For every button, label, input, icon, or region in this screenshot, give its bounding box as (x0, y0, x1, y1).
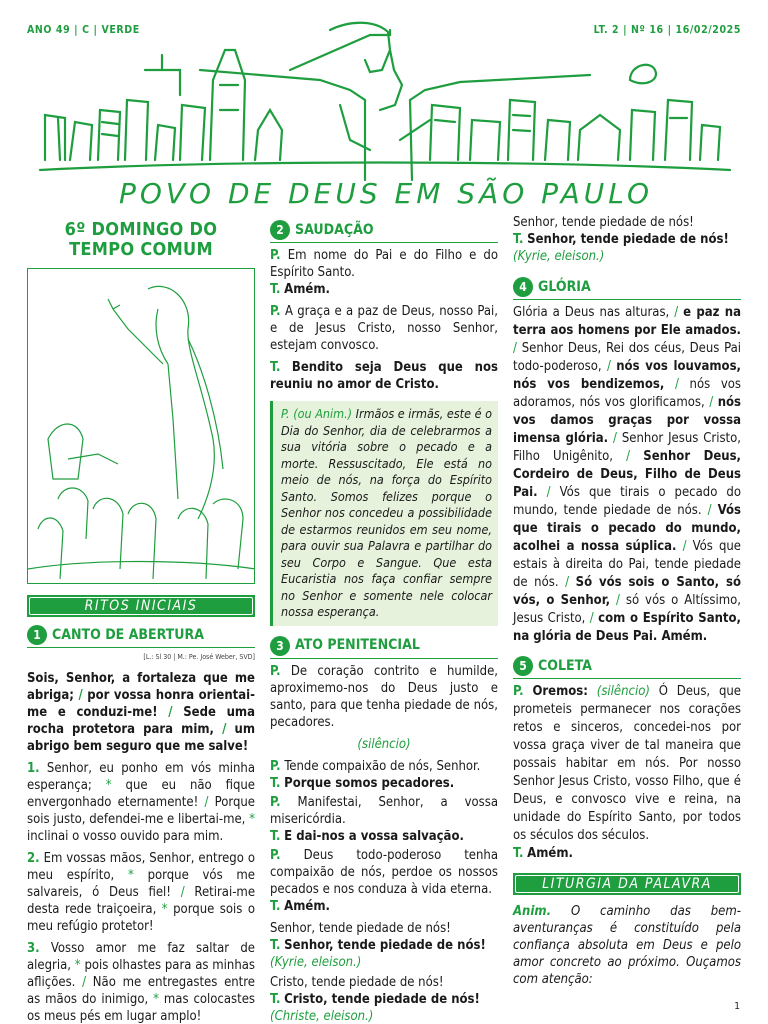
section-title: ATO PENITENCIAL (295, 637, 420, 653)
refrain-part: Sede uma rocha protetora para mim, (27, 705, 256, 737)
dialogue-text: Porque somos pecadores. (284, 775, 455, 791)
column-middle (270, 214, 498, 1024)
verse-line: mas colocastes os meus pés em lugar amplo! (27, 992, 255, 1024)
speaker-label: P. (ou Anim.) (281, 406, 353, 421)
collect-prayer (513, 683, 741, 863)
section-number: 1 (27, 625, 47, 645)
kyrie-response: Senhor, tende piedade de nós! (527, 232, 729, 247)
verse-line: Senhor, eu ponho em vós minha esperança; (27, 761, 256, 793)
dialogue-line (270, 847, 498, 915)
dialogue-text: Amém. (284, 898, 330, 914)
kyrie-block (270, 974, 498, 1024)
speaker-label: P. (270, 794, 281, 810)
verse-line: porque sois o meu refúgio protetor! (27, 902, 255, 934)
verse-line: Em vossas mãos, Senhor, entrego o meu espírito, (27, 851, 255, 883)
section-title: COLETA (538, 657, 592, 674)
section-heading-saudacao (270, 220, 498, 243)
liturgy-title (27, 220, 255, 260)
section-heading-ato-penitencial (270, 636, 498, 659)
kyrie-latin: (Kyrie, eleison.) (513, 249, 605, 264)
kyrie-latin: (Christe, eleison.) (270, 1008, 374, 1024)
gloria-line: e paz na terra aos homens por Ele amados. (513, 305, 742, 338)
gloria-line: Senhor Jesus Cristo, Filho Unigênito, (513, 431, 742, 464)
dialogue-line (270, 758, 498, 792)
section-number: 5 (513, 656, 533, 676)
kyrie-latin: (Kyrie, eleison.) (270, 954, 362, 970)
section-band-liturgia: LITURGIA DA PALAVRA (513, 873, 741, 895)
speaker-label: P. (270, 758, 281, 774)
gloria-line: nós vos damos graças por vossa imensa glória. (513, 395, 742, 446)
section-title: CANTO DE ABERTURA (52, 626, 204, 643)
speaker-label: T. (270, 282, 281, 297)
speaker-label: T. (270, 937, 281, 953)
kyrie-block (270, 920, 498, 971)
verse-line: Não me entregastes entre as mãos do inimigo, (27, 975, 255, 1007)
gloria-line: Senhor Deus, Cordeiro de Deus, Filho de Deus Pai. (513, 449, 742, 500)
verse-line: que eu não fique envergonhado eternamente! (27, 778, 256, 810)
speaker-label: T. (513, 232, 524, 247)
kyrie-line: Senhor, tende piedade de nós! (513, 215, 694, 230)
section-heading-canto (27, 625, 255, 648)
kyrie-response: Senhor, tende piedade de nós! (284, 937, 486, 953)
speaker-label: T. (270, 898, 281, 914)
masthead-title: POVO DE DEUS EM SÃO PAULO (118, 177, 654, 210)
monition-box (270, 401, 498, 626)
title-line-2: TEMPO COMUM (69, 239, 213, 260)
kyrie-block (513, 214, 741, 265)
section-heading-coleta (513, 656, 741, 679)
verse-line: Porque sois justo, defendei-me e libertai-me, (27, 795, 255, 827)
gloria-line: com o Espírito Santo, na glória de Deus Pai. Amém. (513, 611, 741, 644)
oremos-label: Oremos: (532, 684, 588, 699)
speaker-label: T. (513, 846, 524, 861)
gloria-line: Senhor Deus, Rei dos céus, Deus Pai todo-poderoso, (513, 341, 741, 374)
song-verse: 3. Vosso amor me faz saltar de alegria, * pois olhastes para as minhas aflições. / Não me entregastes entre as mãos do inimigo, * mas colocastes os meus pés em lugar amplo! (27, 941, 256, 1024)
title-line-1: 6º DOMINGO DO (64, 219, 218, 240)
column-right (513, 214, 741, 993)
dialogue-text: Em nome do Pai e do Filho e do Espírito Santo. (270, 248, 498, 280)
rubric-silence: (silêncio) (357, 736, 411, 752)
dialogue-text: Deus todo-poderoso tenha compaixão de nós, perdoe os nossos pecados e nos conduza à vida eterna. (270, 847, 498, 897)
speaker-label: T. (270, 775, 281, 791)
speaker-label: T. (270, 360, 281, 375)
song-verse: 1. Senhor, eu ponho em vós minha esperança; * que eu não fique envergonhado eternamente! / Porque sois justo, defendei-me e libertai-me, * inclinai o vosso ouvido para mim. (27, 761, 256, 844)
gloria-text: Glória a Deus nas alturas, / e paz na terra aos homens por Ele amados. / Senhor Deus, Rei dos céus, Deus Pai todo-poderoso, / nós vos louvamos, nós vos bendizemos, / nós vos adoramos, nós vos glorificamos, / nós vos damos graças por vossa imensa glória. / Senhor Jesus Cristo, Filho Unigênito, / Senhor Deus, Cordeiro de Deus, Filho de Deus Pai. / Vós que tirais o pecado do mundo, tende piedade de nós. / Vós que tirais o pecado do mundo, acolhei a nossa súplica. / Vós que estais à direita do Pai, tende piedade de nós. / Só vós sois o Santo, só vós, o Senhor, / só vós o Altíssimo, Jesus Cristo, / com o Espírito Santo, na glória de Deus Pai. Amém. (513, 305, 742, 644)
dialogue-line (270, 359, 498, 393)
gloria-line: Só vós sois o Santo, só vós, o Senhor, (513, 575, 741, 608)
masthead-logo (30, 10, 742, 220)
speaker-label: P. (513, 684, 524, 699)
page-number: 1 (734, 1001, 740, 1012)
dialogue-text: Bendito seja Deus que nos reuniu no amor de Cristo. (270, 360, 498, 392)
section-title: GLÓRIA (538, 278, 591, 295)
gloria-line: nós vos adoramos, nós vos glorificamos, (513, 377, 742, 410)
kyrie-line: Senhor, tende piedade de nós! (270, 920, 451, 936)
gloria-line: Vós que tirais o pecado do mundo, tende piedade de nós. (513, 485, 741, 518)
verse-line: pois olhastes para as minhas aflições. (27, 958, 256, 990)
verse-line: Vosso amor me faz saltar de alegria, (27, 941, 255, 973)
section-title: SAUDAÇÃO (295, 221, 374, 238)
verse-line: porque vós me salvareis, ó Deus fiel! (27, 868, 256, 900)
verse-number: 3. (27, 941, 40, 956)
song-credit: [L.: Sl 30 | M.: Pe. José Weber, SVD] (143, 653, 255, 661)
issue-info: LT. 2 | Nº 16 | 16/02/2025 (593, 24, 741, 36)
dialogue-text: E dai-nos a vossa salvação. (284, 828, 464, 844)
dialogue-text: Amém. (284, 282, 330, 297)
animator-text: O caminho das bem-aventuranças é constituído pela confiança absoluta em Deus e pelo amor concreto ao próximo. Ouçamos com atenção: (513, 904, 741, 987)
dialogue-text: De coração contrito e humilde, aproximemo-nos do Deus justo e santo, para que tenha piedade de nós, pecadores. (270, 663, 499, 730)
jesus-preaching-drawing (28, 269, 255, 584)
edition-info: ANO 49 | C | VERDE (27, 24, 140, 36)
dialogue-text: A graça e a paz de Deus, nosso Pai, e de Jesus Cristo, nosso Senhor, estejam convosco. (270, 304, 499, 353)
gloria-line: Glória a Deus nas alturas, (513, 305, 670, 320)
section-number: 4 (513, 277, 533, 297)
monition-text: Irmãos e irmãs, este é o Dia do Senhor, dia de celebrarmos a sua vitória sobre o pecado e a morte. Ressuscitado, Ele está no meio de nós, na força do Espírito Santo. Somos felizes porque o Senhor nos concedeu a possibilidade de estarmos reunidos em seu nome, para ouvir sua Palavra e partilhar do seu Corpo e Sangue. Que esta Eucaristia nos faça confiar sempre no Senhor e somente nele colocar nossa esperança. (281, 406, 492, 619)
dialogue-line (270, 247, 498, 298)
gospel-illustration (27, 268, 255, 584)
collect-text: Ó Deus, que prometeis permanecer nos corações retos e sinceros, concedei-nos por vossa graça viver de tal maneira que possais habitar em nós. Por nosso Senhor Jesus Cristo, vosso Filho, que é Deus, e convosco vive e reina, na unidade do Espírito Santo, por todos os séculos dos séculos. (513, 684, 741, 843)
gloria-line: Vós que tirais o pecado do mundo, acolhei a nossa súplica. (513, 503, 741, 554)
speaker-label: P. (270, 663, 281, 679)
speaker-label: P. (270, 248, 281, 263)
dialogue-line (270, 794, 498, 845)
gloria-line: Vós que estais à direita do Pai, tende piedade de nós. (513, 539, 741, 590)
gloria-line: só vós o Altíssimo, Jesus Cristo, (513, 593, 741, 626)
kyrie-response: Cristo, tende piedade de nós! (284, 991, 480, 1007)
amen-response: Amém. (527, 846, 573, 861)
speaker-label: Anim. (513, 904, 552, 919)
section-number: 3 (270, 636, 290, 656)
song-verse: 2. Em vossas mãos, Senhor, entrego o meu espírito, * porque vós me salvareis, ó Deus fiel! / Retirai-me desta rede traiçoeira, * porque sois o meu refúgio protetor! (27, 851, 256, 934)
speaker-label: T. (270, 991, 281, 1007)
kyrie-line: Cristo, tende piedade de nós! (270, 974, 444, 990)
speaker-label: T. (270, 828, 281, 844)
dialogue-line (270, 303, 498, 354)
dialogue-text: Tende compaixão de nós, Senhor. (284, 758, 481, 774)
speaker-label: P. (270, 847, 281, 863)
section-heading-gloria (513, 277, 741, 300)
verse-line: Retirai-me desta rede traiçoeira, (27, 885, 256, 917)
refrain-part: um abrigo bem seguro que me salve! (27, 722, 256, 754)
dialogue-line (270, 663, 498, 731)
refrain-part: Sois, Senhor, a fortaleza que me abriga; (27, 671, 255, 703)
verse-number: 1. (27, 761, 40, 776)
song-refrain: Sois, Senhor, a fortaleza que me abriga; / por vossa honra orientai-me e conduzi-me! / Sede uma rocha protetora para mim, / um abrigo bem seguro que me salve! (27, 671, 256, 754)
speaker-label: P. (270, 304, 281, 319)
animator-intro (513, 903, 741, 988)
rubric-silence: (silêncio) (596, 684, 650, 699)
refrain-part: por vossa honra orientai-me e conduzi-me! (27, 688, 255, 720)
verse-line: inclinai o vosso ouvido para mim. (27, 829, 224, 844)
section-band-ritos: RITOS INICIAIS (27, 595, 255, 617)
section-number: 2 (270, 220, 290, 240)
city-christ-illustration (30, 10, 742, 220)
verse-number: 2. (27, 851, 40, 866)
dialogue-text: Manifestai, Senhor, a vossa misericórdia. (270, 794, 498, 827)
gloria-line: nós vos louvamos, nós vos bendizemos, (513, 359, 741, 392)
column-left (27, 214, 255, 1024)
